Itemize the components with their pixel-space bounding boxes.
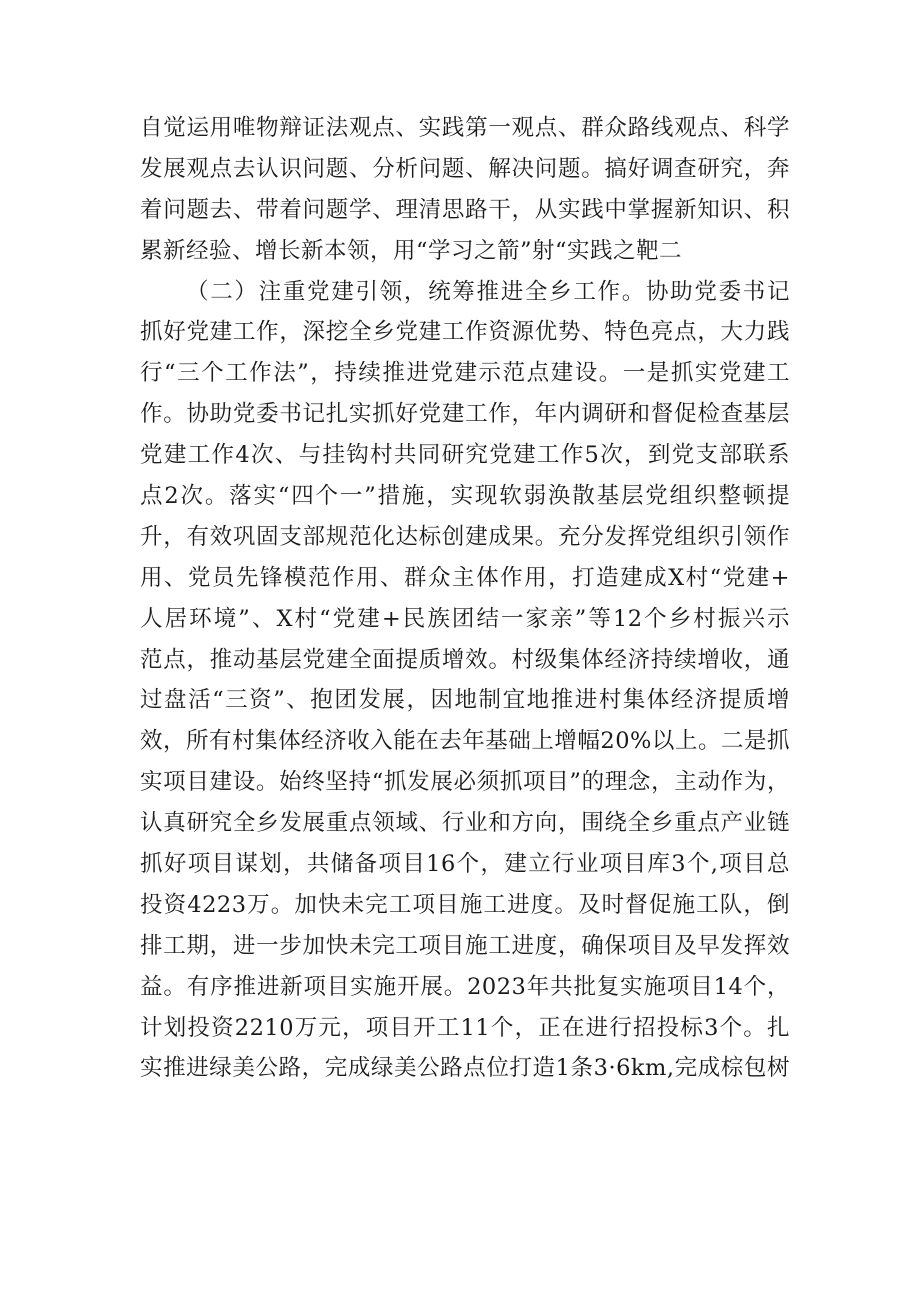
text-line: 点2次。落实“四个一”措施，实现软弱涣散基层党组织整顿提 xyxy=(140,483,790,510)
text-line: 党建工作4次、与挂钩村共同研究党建工作5次，到党支部联系 xyxy=(140,442,790,469)
text-line: 排工期，进一步加快未完工项目施工进度，确保项目及早发挥效 xyxy=(140,932,790,959)
text-line: 投资4223万。加快未完工项目施工进度。及时督促施工队，倒 xyxy=(140,891,790,918)
text-line: 着问题去、带着问题学、理清思路干，从实践中掌握新知识、积 xyxy=(140,196,790,223)
text-line: 升，有效巩固支部规范化达标创建成果。充分发挥党组织引领作 xyxy=(140,523,790,550)
text-line: 效，所有村集体经济收入能在去年基础上增幅20%以上。二是抓 xyxy=(140,728,790,755)
text-line: 抓好项目谋划，共储备项目16个，建立行业项目库3个,项目总 xyxy=(140,851,790,878)
text-line: 累新经验、增长新本领，用“学习之箭”射“实践之靶二 xyxy=(140,237,683,264)
text-line: 行“三个工作法”，持续推进党建示范点建设。一是抓实党建工 xyxy=(140,360,790,387)
body-text xyxy=(140,108,790,1089)
text-line: 范点，推动基层党建全面提质增效。村级集体经济持续增收，通 xyxy=(140,646,790,673)
text-line: 认真研究全乡发展重点领域、行业和方向，围绕全乡重点产业链 xyxy=(140,810,790,837)
text-line: 抓好党建工作，深挖全乡党建工作资源优势、特色亮点，大力践 xyxy=(140,319,790,346)
text-line: 用、党员先锋模范作用、群众主体作用，打造建成X村“党建+ xyxy=(140,564,790,591)
text-line: 实项目建设。始终坚持“抓发展必须抓项目”的理念，主动作为， xyxy=(140,769,790,796)
text-line: 人居环境”、X村“党建+民族团结一家亲”等12个乡村振兴示 xyxy=(140,605,790,632)
text-line: 作。协助党委书记扎实抓好党建工作，年内调研和督促检查基层 xyxy=(140,401,790,428)
text-line: 益。有序推进新项目实施开展。2023年共批复实施项目14个， xyxy=(140,973,790,1000)
text-line: 过盘活“三资”、抱团发展，因地制宜地推进村集体经济提质增 xyxy=(140,687,790,714)
text-line: 发展观点去认识问题、分析问题、解决问题。搞好调查研究，奔 xyxy=(140,155,790,182)
section-heading-line: （二）注重党建引领，统筹推进全乡工作。协助党委书记 xyxy=(186,278,790,305)
text-line: 自觉运用唯物辩证法观点、实践第一观点、群众路线观点、科学 xyxy=(140,115,790,141)
text-line: 实推进绿美公路，完成绿美公路点位打造1条3·6km,完成棕包树 xyxy=(140,1055,790,1082)
text-line: 计划投资2210万元，项目开工11个，正在进行招投标3个。扎 xyxy=(140,1014,790,1041)
